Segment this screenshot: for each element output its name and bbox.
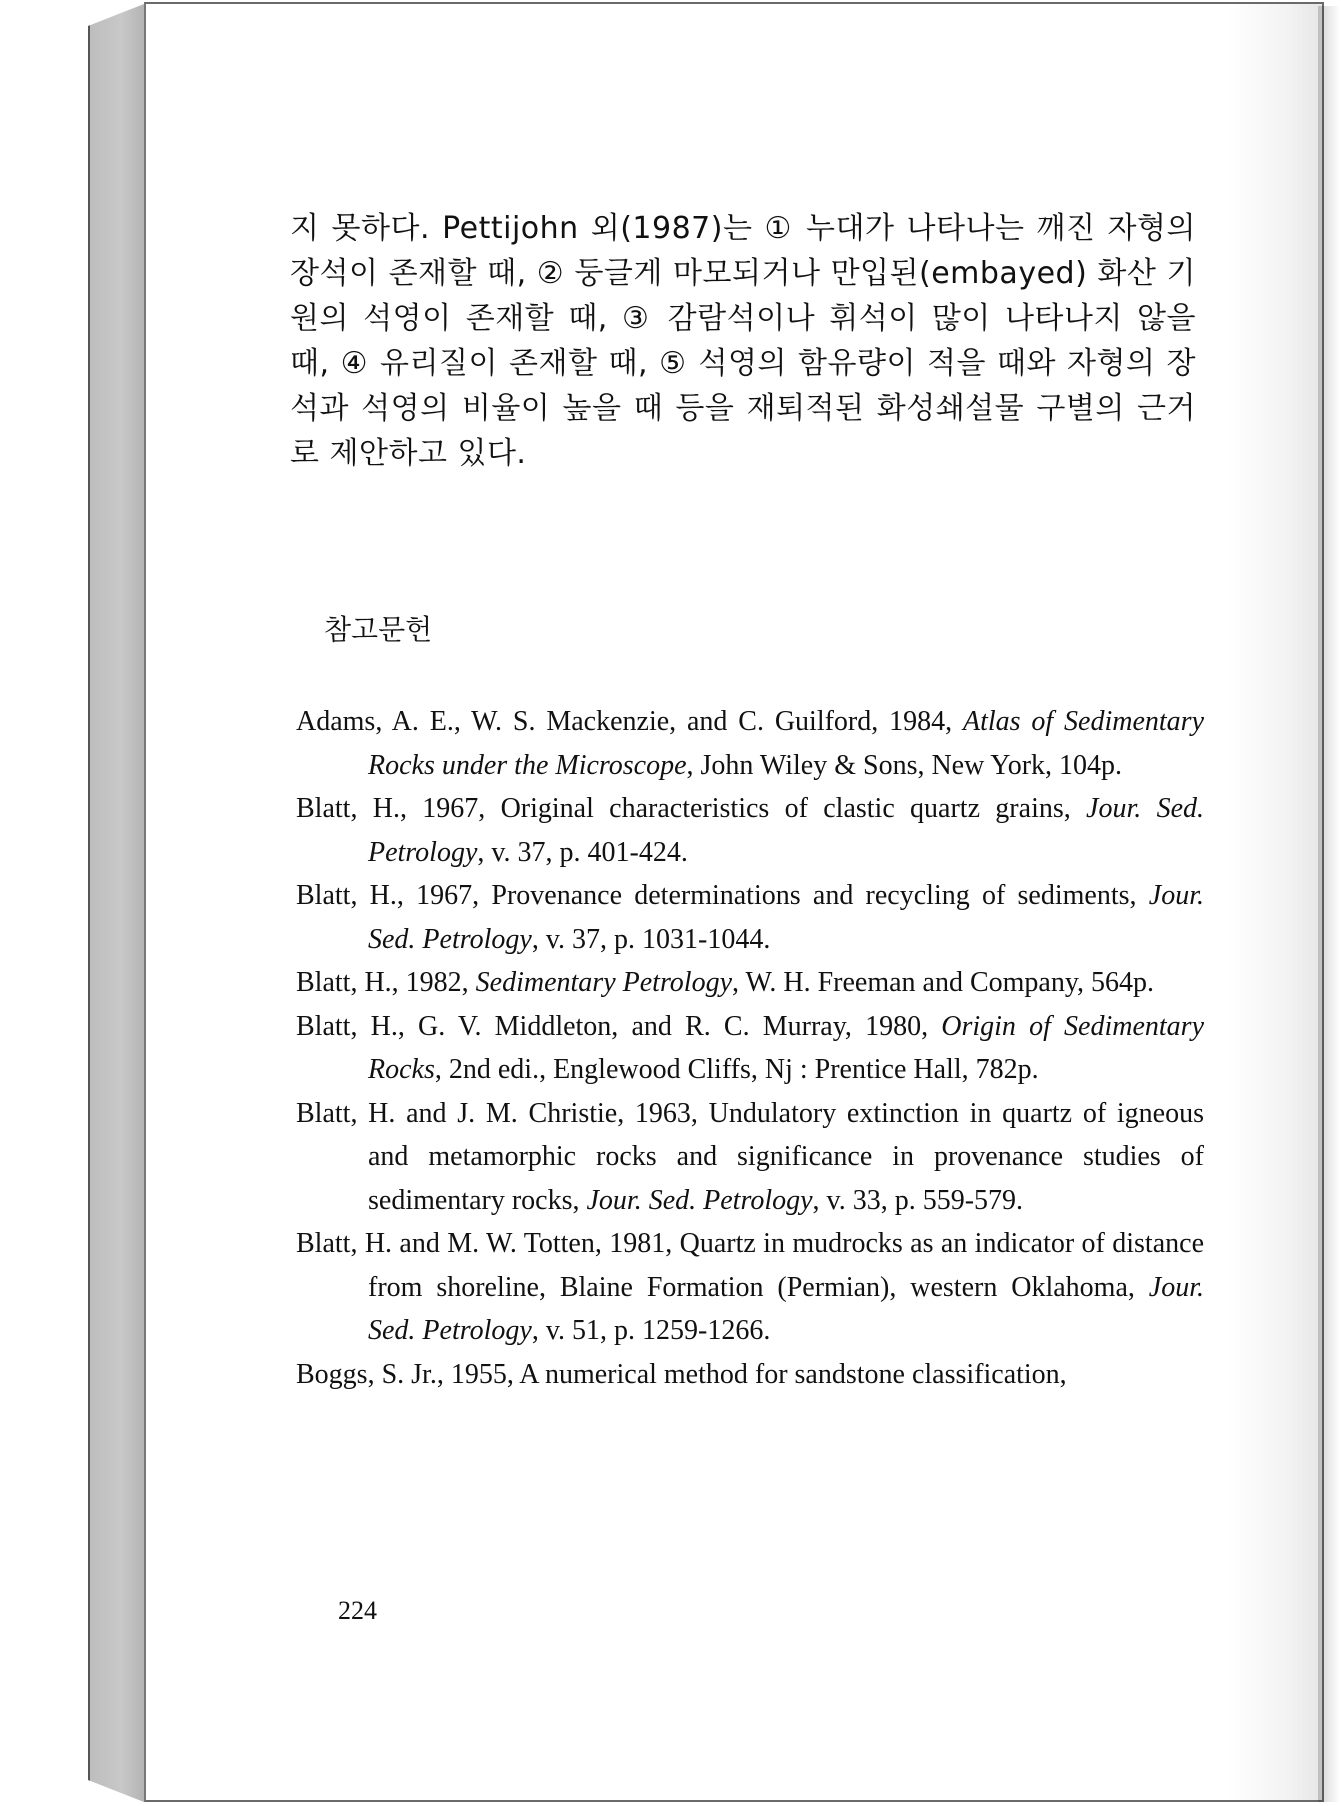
ref-text: , v. 37, p. 401-424. bbox=[477, 836, 688, 868]
ref-title: Sedimentary Petrology bbox=[475, 967, 733, 998]
ref-text: Blatt, H., 1967, Original characteristics of clastic quartz grains, bbox=[296, 793, 1087, 824]
body-paragraph: 지 못하다. Pettijohn 외(1987)는 ① 누대가 나타나는 깨진 자형의 장석이 존재할 때, ② 둥글게 마모되거나 만입된(embayed) 화산 기원의 석영이 존재할 때, ③ 감람석이나 휘석이 많이 나타나지 않을 때, ④ 유리질이 존재할 때, ⑤ 석영의 함유량이 적을 때와 자형의 장석과 석영의 비율이 높을 때 등을 재퇴적된 화성쇄설물 구별의 근거로 제안하고 있다. bbox=[290, 211, 1196, 471]
ref-text: , John Wiley & Sons, New York, 104p. bbox=[686, 749, 1123, 781]
ref-text: , v. 37, p. 1031-1044. bbox=[531, 923, 771, 955]
ref-text: Boggs, S. Jr., 1955, A numerical method for sandstone classification, bbox=[296, 1358, 1067, 1390]
reference-entry bbox=[296, 1092, 1204, 1223]
ref-text: Adams, A. E., W. S. Mackenzie, and C. Guilford, 1984, bbox=[296, 706, 963, 737]
ref-text: Blatt, H., 1982, bbox=[296, 967, 476, 998]
reference-entry bbox=[296, 700, 1204, 787]
ref-title: Jour. Sed. Petrology bbox=[368, 793, 1204, 868]
ref-text: Blatt, H. and M. W. Totten, 1981, Quartz in mudrocks as an indicator of distance from shoreline, Blaine Formation (Permian), western Oklahoma, bbox=[296, 1228, 1204, 1303]
book-spine-edge bbox=[88, 4, 144, 1802]
reference-entry bbox=[296, 961, 1204, 1005]
reference-list bbox=[296, 700, 1204, 1396]
ref-text: Blatt, H. and J. M. Christie, 1963, Undulatory extinction in quartz of igneous and metamorphic rocks and significance in provenance studies of sedimentary rocks, bbox=[296, 1097, 1204, 1216]
ref-title: Jour. Sed. Petrology bbox=[368, 1271, 1204, 1346]
reference-entry bbox=[296, 874, 1204, 961]
ref-text: Blatt, H., 1967, Provenance determinations and recycling of sediments, bbox=[296, 880, 1149, 911]
reference-entry bbox=[296, 1353, 1204, 1397]
ref-text: , v. 51, p. 1259-1266. bbox=[531, 1315, 771, 1346]
reference-entry bbox=[296, 1222, 1204, 1353]
ref-title: Atlas of Sedimentary Rocks under the Microscope bbox=[368, 706, 1205, 781]
reference-entry bbox=[296, 787, 1204, 874]
ref-title: Jour. Sed. Petrology bbox=[368, 880, 1204, 955]
ref-text: Blatt, H., G. V. Middleton, and R. C. Murray, 1980, bbox=[296, 1010, 942, 1042]
reference-entry bbox=[296, 1005, 1204, 1092]
page-number: 224 bbox=[338, 1596, 377, 1625]
ref-title: Origin of Sedimentary Rocks bbox=[368, 1010, 1204, 1085]
references-heading: 참고문헌 bbox=[324, 613, 433, 646]
ref-text: , v. 33, p. 559-579. bbox=[812, 1184, 1024, 1216]
ref-text: , W. H. Freeman and Company, 564p. bbox=[732, 967, 1155, 998]
ref-title: Jour. Sed. Petrology bbox=[586, 1184, 813, 1216]
ref-text: , 2nd edi., Englewood Cliffs, Nj : Prentice Hall, 782p. bbox=[434, 1054, 1039, 1085]
page-edge-shadow bbox=[1318, 6, 1340, 1802]
